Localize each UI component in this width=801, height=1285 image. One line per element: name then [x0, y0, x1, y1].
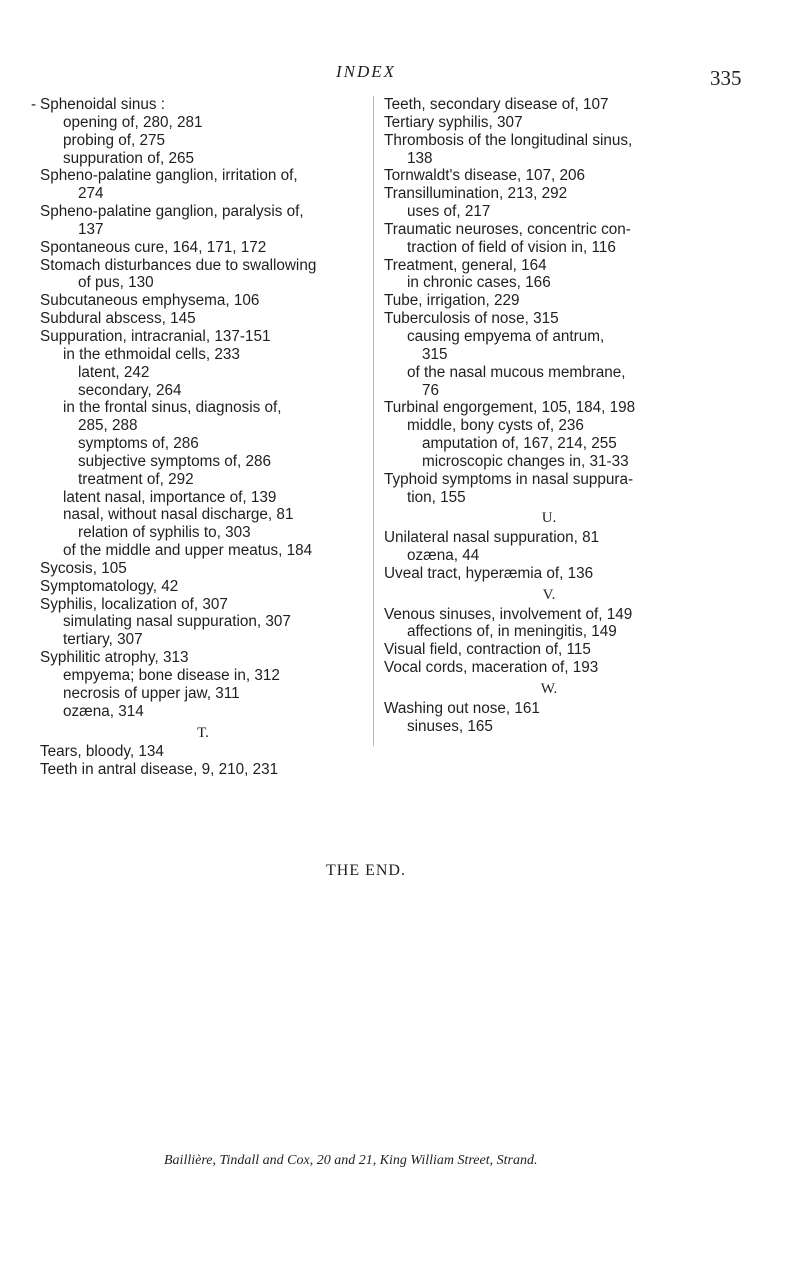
index-entry-text: 137	[78, 220, 104, 238]
index-entry	[40, 471, 366, 489]
page-number: 335	[710, 66, 742, 90]
index-entry-text: Syphilis, localization of, 307	[40, 595, 228, 613]
index-entry	[384, 471, 714, 489]
index-entry-text: T.	[197, 724, 209, 741]
index-entry-text: uses of, 217	[407, 203, 491, 221]
index-entry	[40, 489, 366, 507]
index-entry	[40, 257, 366, 275]
index-entry-text: Turbinal engorgement, 105, 184, 198	[384, 399, 636, 417]
index-entry-text: affections of, in meningitis, 149	[407, 623, 617, 641]
index-entry	[40, 453, 366, 471]
index-entry	[384, 718, 714, 736]
index-entry	[40, 417, 366, 435]
index-entry-text: W.	[540, 681, 558, 697]
index-entry-text: probing of, 275	[63, 131, 166, 149]
column-divider	[373, 96, 374, 746]
running-head: INDEX	[336, 62, 397, 81]
index-entry-text: Stomach disturbances due to swallowing	[40, 256, 317, 274]
index-entry	[384, 185, 714, 203]
index-entry-text: of the nasal mucous membrane,	[407, 363, 626, 381]
index-entry	[40, 435, 366, 453]
index-entry	[384, 399, 714, 417]
index-entry-text: Thrombosis of the longitudinal sinus,	[384, 131, 633, 149]
index-entry-text: Venous sinuses, involvement of, 149	[384, 605, 633, 623]
index-entry-text: empyema; bone disease in, 312	[63, 667, 280, 684]
index-entry	[40, 364, 366, 382]
index-entry-text: V.	[542, 586, 556, 603]
index-entry-text: Washing out nose, 161	[384, 699, 540, 717]
index-entry-text: 315	[422, 345, 448, 363]
index-entry-text: tion, 155	[407, 488, 466, 506]
index-entry	[384, 417, 714, 435]
index-entry	[40, 685, 366, 703]
index-entry-text: Teeth in antral disease, 9, 210, 231	[40, 761, 279, 779]
index-entry	[384, 221, 714, 239]
the-end-text: THE END.	[326, 862, 406, 879]
index-entry-text: Sycosis, 105	[40, 559, 127, 577]
index-entry-text: U.	[541, 510, 557, 527]
index-entry-text: simulating nasal suppuration, 307	[63, 613, 291, 631]
index-entry	[384, 257, 714, 275]
index-entry	[40, 221, 366, 239]
index-entry-text: Suppuration, intracranial, 137-151	[40, 327, 271, 345]
index-entry-text: of pus, 130	[78, 274, 154, 292]
index-entry	[384, 364, 714, 382]
index-entry	[31, 96, 366, 114]
index-entry-text: Tertiary syphilis, 307	[384, 113, 523, 131]
index-entry-text: treatment of, 292	[78, 470, 194, 488]
index-entry	[40, 613, 366, 631]
index-entry-text: suppuration of, 265	[63, 149, 194, 167]
index-entry-text: Spontaneous cure, 164, 171, 172	[40, 238, 267, 256]
index-entry	[40, 631, 366, 649]
index-entry	[40, 132, 366, 150]
index-entry	[384, 700, 714, 718]
index-entry-text: symptoms of, 286	[78, 435, 199, 453]
index-entry	[384, 274, 714, 292]
index-entry-text: causing empyema of antrum,	[407, 327, 605, 345]
index-entry-text: Spheno-palatine ganglion, irritation of,	[40, 167, 298, 185]
index-entry	[40, 667, 366, 685]
index-entry-text: in the frontal sinus, diagnosis of,	[63, 399, 282, 417]
index-entry-text: opening of, 280, 281	[63, 113, 203, 131]
index-entry	[40, 560, 366, 578]
index-column-left	[31, 96, 366, 779]
index-entry	[384, 529, 714, 547]
index-entry-text: amputation of, 167, 214, 255	[422, 435, 617, 453]
index-entry-text: middle, bony cysts of, 236	[407, 417, 584, 435]
index-entry	[384, 292, 714, 310]
index-entry-text: necrosis of upper jaw, 311	[63, 684, 240, 702]
index-entry-text: Tornwaldt's disease, 107, 206	[384, 167, 586, 185]
index-entry	[40, 743, 366, 761]
index-entry-text: subjective symptoms of, 286	[78, 452, 271, 470]
section-letter	[384, 587, 714, 605]
index-entry-text: Tube, irrigation, 229	[384, 292, 520, 310]
index-entry-text: in the ethmoidal cells, 233	[63, 345, 240, 363]
index-entry-text: sinuses, 165	[407, 717, 493, 735]
index-entry-text: 274	[78, 185, 104, 203]
index-entry	[40, 761, 366, 779]
index-entry	[40, 596, 366, 614]
index-entry	[40, 114, 366, 132]
index-entry	[40, 346, 366, 364]
index-entry-text: Unilateral nasal suppuration, 81	[384, 529, 600, 547]
index-entry-text: traction of field of vision in, 116	[407, 238, 616, 256]
section-letter	[384, 510, 714, 528]
index-entry	[40, 203, 366, 221]
index-entry	[384, 453, 714, 471]
index-entry	[384, 489, 714, 507]
index-entry	[40, 328, 366, 346]
index-entry	[40, 292, 366, 310]
index-entry	[40, 185, 366, 203]
index-column-right	[384, 96, 714, 736]
index-entry-text: secondary, 264	[78, 381, 182, 399]
index-entry	[384, 565, 714, 583]
index-entry	[40, 649, 366, 667]
index-entry-text: Treatment, general, 164	[384, 256, 547, 274]
index-entry-text: Symptomatology, 42	[40, 577, 179, 595]
index-entry	[384, 382, 714, 400]
index-entry-text: 285, 288	[78, 417, 138, 435]
index-entry	[40, 167, 366, 185]
index-entry-text: Tears, bloody, 134	[40, 743, 164, 761]
index-entry	[40, 150, 366, 168]
index-entry	[384, 114, 714, 132]
index-entry	[40, 703, 366, 721]
index-entry	[40, 274, 366, 292]
index-entry-text: Sphenoidal sinus :	[40, 96, 166, 113]
index-entry	[384, 150, 714, 168]
index-entry-text: Vocal cords, maceration of, 193	[384, 659, 599, 677]
section-letter	[40, 725, 366, 743]
index-entry-text: nasal, without nasal discharge, 81	[63, 506, 294, 524]
index-entry-text: of the middle and upper meatus, 184	[63, 542, 313, 560]
index-entry-text: tertiary, 307	[63, 631, 143, 649]
section-letter	[384, 681, 714, 699]
index-entry	[384, 328, 714, 346]
index-entry	[40, 310, 366, 328]
index-entry	[384, 435, 714, 453]
index-entry-text: in chronic cases, 166	[407, 274, 551, 292]
entry-dash: -	[31, 96, 37, 113]
index-entry-text: ozæna, 44	[407, 547, 480, 565]
index-entry-text: Uveal tract, hyperæmia of, 136	[384, 564, 594, 582]
index-entry-text: Spheno-palatine ganglion, paralysis of,	[40, 203, 304, 221]
publisher-imprint: Baillière, Tindall and Cox, 20 and 21, King William Street, Strand.	[164, 1153, 538, 1168]
index-entry-text: Typhoid symptoms in nasal suppura-	[384, 470, 634, 488]
index-entry	[40, 399, 366, 417]
index-entry	[40, 382, 366, 400]
index-entry	[384, 239, 714, 257]
index-entry-text: Tuberculosis of nose, 315	[384, 310, 559, 328]
index-entry-text: microscopic changes in, 31-33	[422, 452, 629, 470]
index-entry	[40, 506, 366, 524]
index-entry-text: 138	[407, 149, 433, 167]
index-entry	[384, 203, 714, 221]
index-entry	[384, 167, 714, 185]
index-entry	[40, 578, 366, 596]
index-entry-text: Traumatic neuroses, concentric con-	[384, 220, 631, 238]
index-entry-text: ozæna, 314	[63, 702, 144, 720]
index-entry	[384, 96, 714, 114]
index-entry-text: latent, 242	[78, 363, 150, 381]
index-entry	[384, 547, 714, 565]
index-entry-text: relation of syphilis to, 303	[78, 524, 251, 542]
index-entry-text: latent nasal, importance of, 139	[63, 488, 277, 506]
index-entry-text: Transillumination, 213, 292	[384, 185, 568, 203]
index-entry	[384, 346, 714, 364]
index-entry	[384, 132, 714, 150]
index-entry	[384, 641, 714, 659]
index-entry-text: 76	[422, 381, 440, 399]
index-entry	[384, 606, 714, 624]
index-entry-text: Subdural abscess, 145	[40, 310, 196, 328]
index-entry	[384, 623, 714, 641]
index-entry	[384, 659, 714, 677]
index-entry	[384, 310, 714, 328]
index-entry	[40, 524, 366, 542]
index-entry-text: Visual field, contraction of, 115	[384, 641, 591, 659]
index-entry	[40, 542, 366, 560]
index-entry-text: Teeth, secondary disease of, 107	[384, 96, 609, 113]
index-entry	[40, 239, 366, 257]
index-entry-text: Subcutaneous emphysema, 106	[40, 292, 260, 310]
index-entry-text: Syphilitic atrophy, 313	[40, 649, 189, 667]
